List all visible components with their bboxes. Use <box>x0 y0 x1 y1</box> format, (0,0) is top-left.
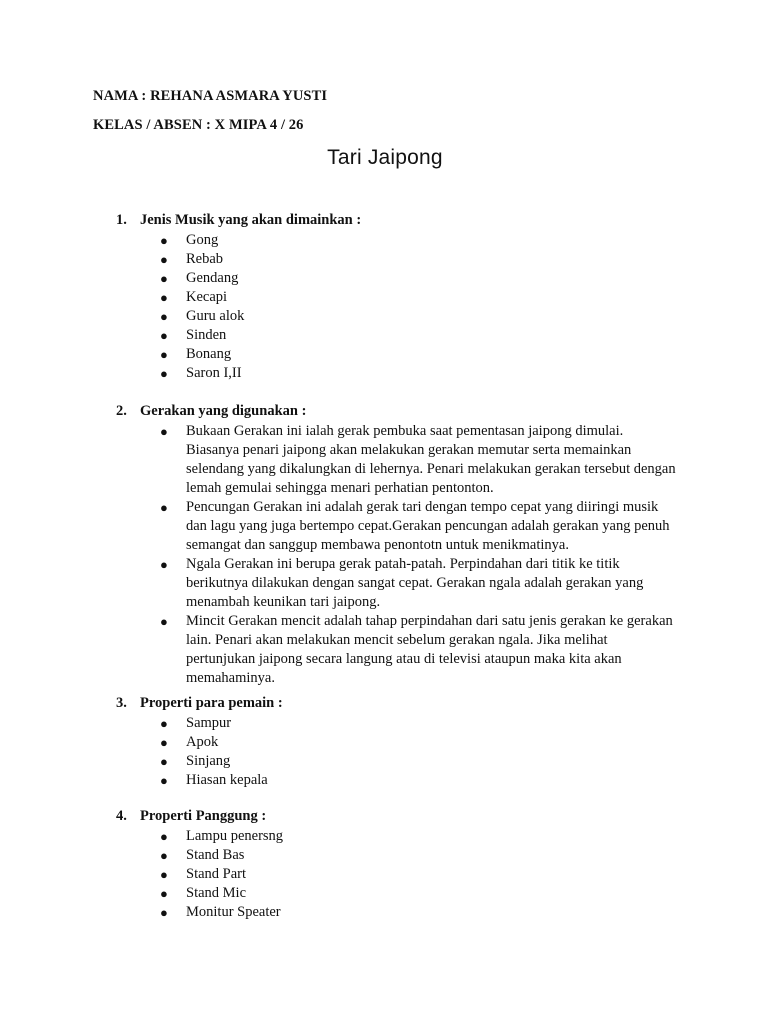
list-item-text: Monitur Speater <box>186 904 281 920</box>
list-item-text: Apok <box>186 734 219 750</box>
list-item-text: Lampu penersng <box>186 828 284 844</box>
list-item-text: Bukaan Gerakan ini ialah gerak pembuka saat pementasan jaipong dimulai. Biasanya penari jaipong akan melakukan gerakan memutar serta memainkan selendang yang dikalungkan di lehernya. Penari melakukan gerakan tersebut dengan lemah gemulai sehingga menari perhatian pentonton. <box>186 423 676 496</box>
bullet-list <box>160 827 680 922</box>
list-item <box>160 288 680 307</box>
bullet-icon: ● <box>160 309 168 324</box>
bullet-icon: ● <box>160 500 168 515</box>
section-heading-text: Gerakan yang digunakan : <box>140 403 307 419</box>
list-item-text: Saron I,II <box>186 365 242 381</box>
bullet-icon: ● <box>160 290 168 305</box>
bullet-icon: ● <box>160 271 168 286</box>
list-item <box>160 364 680 383</box>
list-item <box>160 326 680 345</box>
list-item <box>160 498 680 555</box>
list-item-text: Pencungan Gerakan ini adalah gerak tari dengan tempo cepat yang diiringi musik dan lagu yang juga bertempo cepat.Gerakan pencungan adalah gerakan yang penuh semangat dan sanggup membawa penontotn untuk menikmatinya. <box>186 499 670 553</box>
list-item-text: Sampur <box>186 715 232 731</box>
bullet-icon: ● <box>160 735 168 750</box>
section-heading <box>116 403 306 420</box>
page-title <box>0 146 768 170</box>
list-item <box>160 612 680 688</box>
list-item <box>160 422 680 498</box>
list-item-text: Hiasan kepala <box>186 772 268 788</box>
bullet-list <box>160 714 680 790</box>
list-item <box>160 903 680 922</box>
bullet-icon: ● <box>160 829 168 844</box>
list-item-text: Bonang <box>186 346 232 362</box>
list-item <box>160 884 680 903</box>
list-item-text: Sinden <box>186 327 227 343</box>
list-item-text: Stand Part <box>186 866 247 882</box>
bullet-icon: ● <box>160 754 168 769</box>
bullet-icon: ● <box>160 886 168 901</box>
section-heading-text: Properti Panggung : <box>140 808 267 824</box>
list-item <box>160 865 680 884</box>
list-item <box>160 714 680 733</box>
bullet-icon: ● <box>160 347 168 362</box>
list-item-text: Rebab <box>186 251 224 267</box>
page-title-text: Tari Jaipong <box>327 146 443 169</box>
section-number: 3. <box>116 695 127 711</box>
list-item-text: Stand Mic <box>186 885 247 901</box>
list-item-text: Gong <box>186 232 219 248</box>
section-heading-text: Jenis Musik yang akan dimainkan : <box>140 212 362 228</box>
bullet-list <box>160 422 680 688</box>
list-item <box>160 307 680 326</box>
list-item <box>160 733 680 752</box>
bullet-icon: ● <box>160 233 168 248</box>
bullet-icon: ● <box>160 867 168 882</box>
list-item-text: Gendang <box>186 270 239 286</box>
section-number: 4. <box>116 808 127 824</box>
list-item <box>160 250 680 269</box>
section-number: 2. <box>116 403 127 419</box>
list-item <box>160 771 680 790</box>
section-heading-text: Properti para pemain : <box>140 695 283 711</box>
bullet-icon: ● <box>160 716 168 731</box>
list-item <box>160 752 680 771</box>
list-item-text: Kecapi <box>186 289 228 305</box>
student-name: NAMA : REHANA ASMARA YUSTI <box>93 88 328 104</box>
bullet-icon: ● <box>160 328 168 343</box>
section-number: 1. <box>116 212 127 228</box>
bullet-icon: ● <box>160 905 168 920</box>
section-heading <box>116 695 283 712</box>
bullet-icon: ● <box>160 424 168 439</box>
bullet-icon: ● <box>160 614 168 629</box>
list-item-text: Sinjang <box>186 753 231 769</box>
list-item <box>160 345 680 364</box>
list-item-text: Mincit Gerakan mencit adalah tahap perpindahan dari satu jenis gerakan ke gerakan lain. Penari akan melakukan mencit sebelum gerakan ngala. Jika melihat pertunjukan jaipong secara langung atau di televisi ataupun maka kita akan memahaminya. <box>186 613 673 686</box>
bullet-icon: ● <box>160 848 168 863</box>
bullet-icon: ● <box>160 773 168 788</box>
list-item <box>160 846 680 865</box>
list-item-text: Stand Bas <box>186 847 245 863</box>
student-class: KELAS / ABSEN : X MIPA 4 / 26 <box>93 117 304 133</box>
bullet-list <box>160 231 680 383</box>
list-item <box>160 555 680 612</box>
list-item <box>160 231 680 250</box>
list-item <box>160 827 680 846</box>
bullet-icon: ● <box>160 557 168 572</box>
list-item-text: Ngala Gerakan ini berupa gerak patah-patah. Perpindahan dari titik ke titik berikutnya dilakukan dengan sangat cepat. Gerakan ngala adalah gerakan yang menambah keunikan tari jaipong. <box>186 556 644 610</box>
section-heading <box>116 212 361 229</box>
bullet-icon: ● <box>160 366 168 381</box>
bullet-icon: ● <box>160 252 168 267</box>
list-item <box>160 269 680 288</box>
section-heading <box>116 808 266 825</box>
list-item-text: Guru alok <box>186 308 245 324</box>
